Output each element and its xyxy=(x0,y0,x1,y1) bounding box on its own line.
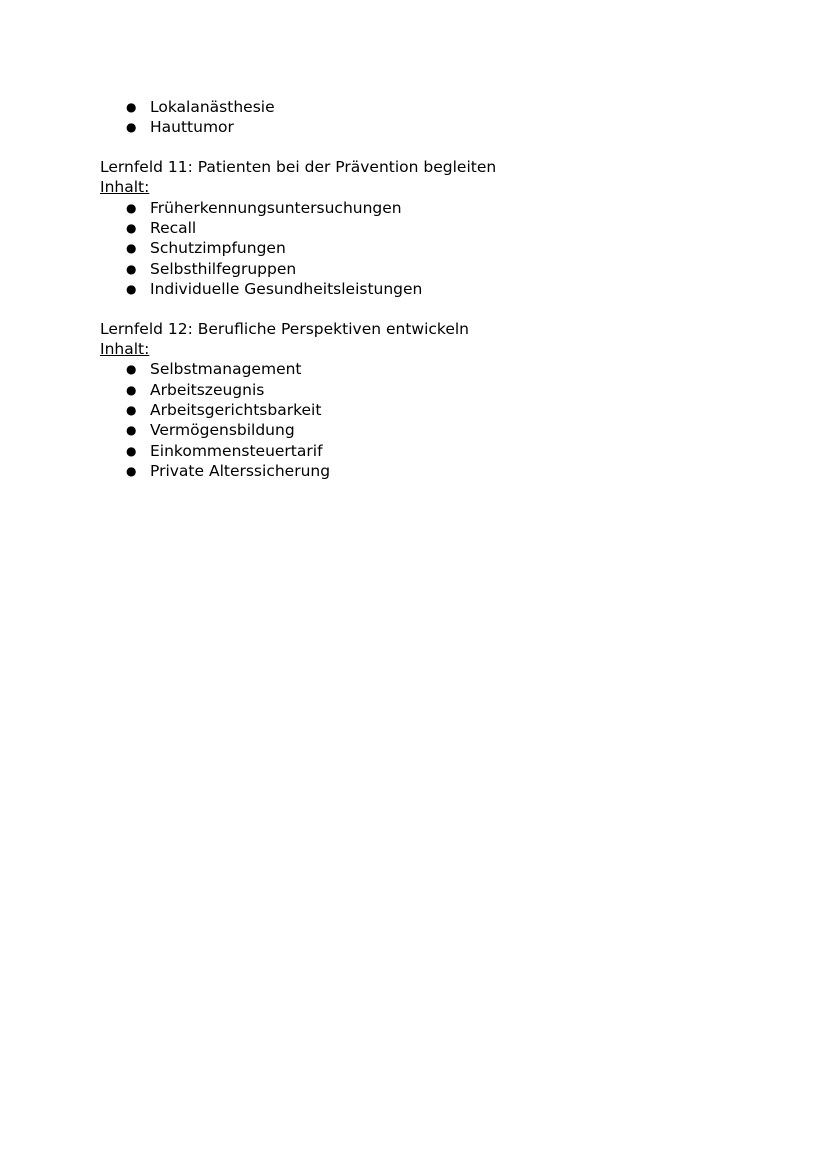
list-item-text: Lokalanästhesie xyxy=(150,98,275,116)
bullet-icon: ● xyxy=(126,220,137,235)
list-item-text: Recall xyxy=(150,218,197,237)
list-item-text: Selbstmanagement xyxy=(150,360,302,379)
list-item-text: Einkommensteuertarif xyxy=(150,441,323,460)
list-item xyxy=(125,97,780,117)
list-item-text: Vermögensbildung xyxy=(150,421,295,440)
section-title: Lernfeld 11: Patienten bei der Prävention begleiten xyxy=(100,157,497,176)
bullet-icon: ● xyxy=(126,443,137,458)
list-item xyxy=(125,380,780,400)
list-item xyxy=(125,117,780,137)
list-item-text: Früherkennungsuntersuchungen xyxy=(150,198,402,217)
bullet-icon: ● xyxy=(126,282,137,297)
bullet-icon: ● xyxy=(126,464,137,479)
section-subtitle: Inhalt: xyxy=(100,178,150,197)
list-item-text: Selbsthilfegruppen xyxy=(150,259,297,278)
list-item-text: Arbeitsgerichtsbarkeit xyxy=(150,401,322,420)
list-item xyxy=(125,198,780,218)
list-item xyxy=(125,259,780,279)
bullet-icon: ● xyxy=(126,382,137,397)
list-item xyxy=(125,461,780,481)
list-item-text: Schutzimpfungen xyxy=(150,239,286,258)
bullet-icon: ● xyxy=(126,100,137,114)
document-page xyxy=(100,97,780,482)
bullet-icon: ● xyxy=(126,423,137,438)
section-title: Lernfeld 12: Berufliche Perspektiven entwickeln xyxy=(100,319,470,338)
list-item-text: Hauttumor xyxy=(150,118,234,137)
bullet-list xyxy=(100,198,780,300)
bullet-icon: ● xyxy=(126,200,137,215)
bullet-icon: ● xyxy=(126,120,137,135)
section-lernfeld-11 xyxy=(100,157,780,300)
bullet-list xyxy=(100,359,780,481)
list-item xyxy=(125,420,780,440)
list-item-text: Arbeitszeugnis xyxy=(150,380,265,399)
bullet-icon: ● xyxy=(126,241,137,256)
list-item xyxy=(125,218,780,238)
section-lernfeld-12 xyxy=(100,319,780,482)
bullet-list-intro xyxy=(100,97,780,138)
section-subtitle: Inhalt: xyxy=(100,339,150,358)
bullet-icon: ● xyxy=(126,403,137,418)
list-item xyxy=(125,279,780,299)
list-item xyxy=(125,238,780,258)
list-item xyxy=(125,359,780,379)
bullet-icon: ● xyxy=(126,362,137,377)
list-item xyxy=(125,400,780,420)
list-item-text: Private Alterssicherung xyxy=(150,462,331,481)
bullet-icon: ● xyxy=(126,261,137,276)
list-item-text: Individuelle Gesundheitsleistungen xyxy=(150,280,423,299)
list-item xyxy=(125,441,780,461)
